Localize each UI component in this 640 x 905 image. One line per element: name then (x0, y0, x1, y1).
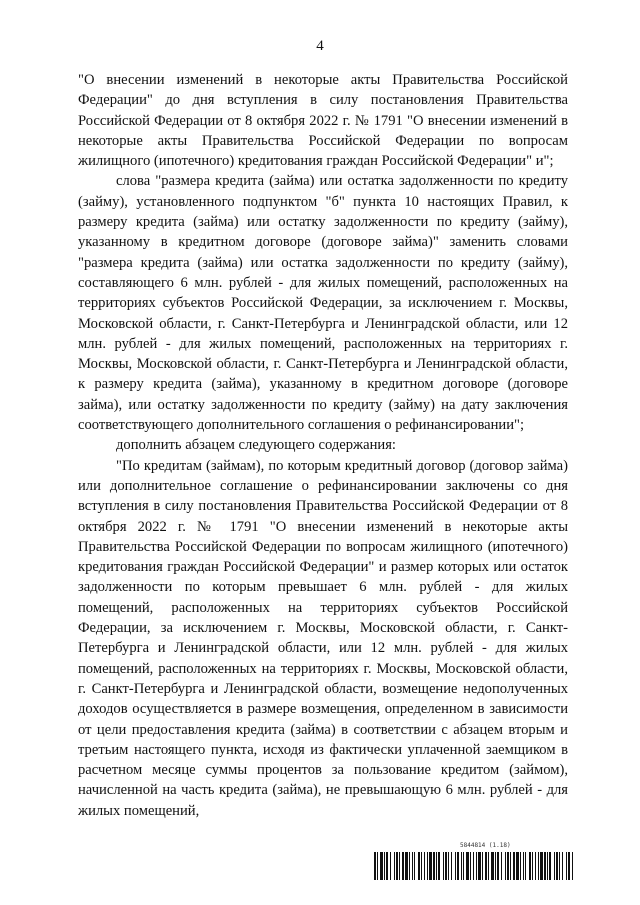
barcode-icon (374, 852, 574, 880)
barcode-block (374, 842, 574, 882)
paragraph: "По кредитам (займам), по которым кредитный договор (договор займа) или дополнительное соглашение о рефинансировании заключены со дня вступления в силу постановления Правительства Российской Федерации от 8 октября 2022 г. № 1791 "О внесении изменений в некоторые акты Правительства Российской Федерации по вопросам жилищного (ипотечного) кредитования граждан Российской Федерации" и размер которых или остаток задолженности по которым превышает 6 млн. рублей - для жилых помещений, расположенных на территориях субъектов Российской Федерации, за исключением г. Москвы, Московской области, г. Санкт-Петербурга и Ленинградской области, или 12 млн. рублей - для жилых помещений, расположенных на территориях г. Москвы, Московской области, г. Санкт-Петербурга и Ленинградской области, возмещение недополученных доходов осуществляется в размере возмещения, определенном в зависимости от цели предоставления кредита (займа) в соответствии с абзацем вторым и третьим настоящего пункта, исходя из фактически уплаченной заемщиком в расчетном месяце суммы процентов за пользование кредитом (займом), начисленной на часть кредита (займа), не превышающую 6 млн. рублей - для жилых помещений, (78, 457, 568, 819)
document-body (78, 70, 568, 821)
paragraph: слова "размера кредита (займа) или остатка задолженности по кредиту (займу), установленного подпунктом "б" пункта 10 настоящих Правил, к размеру кредита (займа) или остатку задолженности по кредиту (займу), указанному в кредитном договоре (договоре займа)" заменить словами "размера кредита (займа) или остатка задолженности по кредиту (займу), составляющего 6 млн. рублей - для жилых помещений, расположенных на территориях субъектов Российской Федерации, за исключением г. Москвы, Московской области, г. Санкт-Петербурга и Ленинградской области, или 12 млн. рублей - для жилых помещений, расположенных на территориях г. Москвы, Московской области, г. Санкт-Петербурга и Ленинградской области, к размеру кредита (займа), указанному в кредитном договоре (договоре займа), или остатку задолженности по кредиту (займу) на дату заключения соответствующего дополнительного соглашения о рефинансировании"; (78, 173, 568, 434)
paragraph: "О внесении изменений в некоторые акты Правительства Российской Федерации" до дня вступления в силу постановления Правительства Российской Федерации от 8 октября 2022 г. № 1791 "О внесении изменений в некоторые акты Правительства Российской Федерации по вопросам жилищного (ипотечного) кредитования граждан Российской Федерации" и"; (78, 72, 568, 170)
page-number: 4 (316, 38, 324, 54)
barcode-label: 5844814 (1.18) (460, 842, 511, 849)
paragraph: дополнить абзацем следующего содержания: (116, 437, 396, 454)
